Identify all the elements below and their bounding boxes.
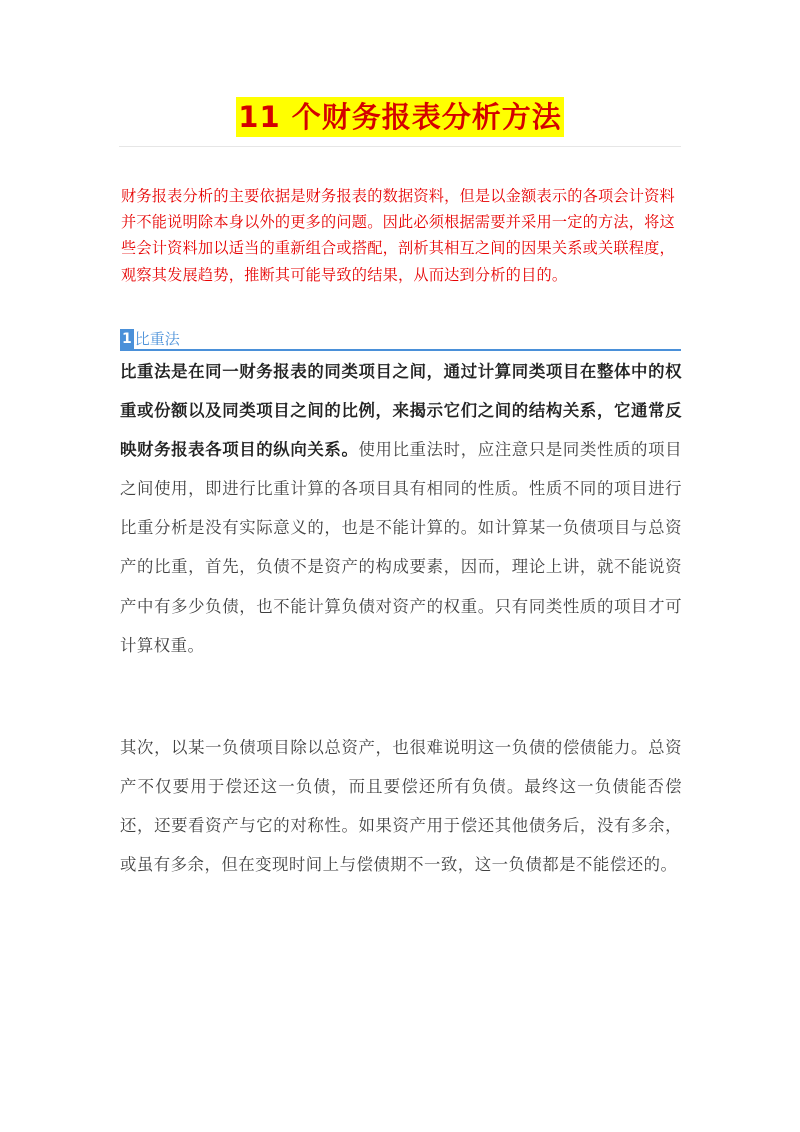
title-divider xyxy=(119,146,681,147)
body-paragraph-2: 其次，以某一负债项目除以总资产，也很难说明这一负债的偿债能力。总资产不仅要用于偿还这一负债，而且要偿还所有负债。最终这一负债能否偿还，还要看资产与它的对称性。如果资产用于偿还其他债务后，没有多余，或虽有多余，但在变现时间上与偿债期不一致，这一负债都是不能偿还的。 xyxy=(120,738,682,875)
section-number-badge: 1 xyxy=(122,330,132,347)
title-container xyxy=(0,97,800,137)
body-paragraph-1 xyxy=(120,352,682,665)
section-heading xyxy=(120,328,681,351)
paragraph-body-text: 使用比重法时，应注意只是同类性质的项目之间使用，即进行比重计算的各项目具有相同的性质。性质不同的项目进行比重分析是没有实际意义的，也是不能计算的。如计算某一负债项目与总资产的比重，首先，负债不是资产的构成要素，因而，理论上讲，就不能说资产中有多少负债，也不能计算负债对资产的权重。只有同类性质的项目才可计算权重。 xyxy=(120,440,683,655)
intro-paragraph: 财务报表分析的主要依据是财务报表的数据资料，但是以金额表示的各项会计资料并不能说明除本身以外的更多的问题。因此必须根据需要并采用一定的方法，将这些会计资料加以适当的重新组合或搭配，剖析其相互之间的因果关系或关联程度，观察其发展趋势，推断其可能导致的结果，从而达到分析的目的。 xyxy=(121,187,675,284)
section-title: 比重法 xyxy=(134,329,180,348)
paragraph-bold-lead: 比重法是在同一财务报表的同类项目之间，通过计算同类项目在整体中的权重或份额以及同类项目之间的比例，来揭示它们之间的结构关系，它通常反映财务报表各项目的纵向关系。 xyxy=(120,362,682,460)
page-title: 11 个财务报表分析方法 xyxy=(236,97,563,137)
